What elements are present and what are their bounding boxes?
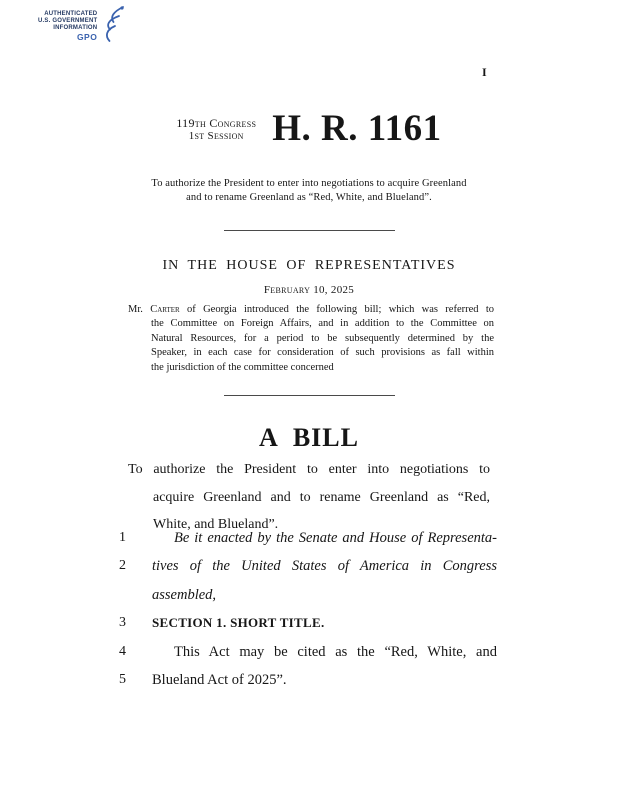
sponsor-prefix: Mr. [128, 304, 151, 315]
official-title-line-2: and to rename Greenland as “Red, White, and Blueland”. [186, 192, 432, 203]
bill-body-line [100, 609, 497, 637]
congress-session-block [176, 117, 256, 142]
line-number: 4 [119, 643, 126, 659]
bill-number: H. R. 1161 [272, 108, 442, 149]
sponsor-line-2: the Committee on Foreign Affairs, and in addition to the Committee on [151, 318, 494, 330]
sponsor-line-3: Natural Resources, for a period to be subsequently determined by the [151, 332, 494, 344]
bill-body-line [100, 638, 497, 666]
sponsor-line-5: the jurisdiction of the committee concerned [151, 361, 334, 373]
bill-body [100, 524, 497, 694]
bill-body-line [100, 524, 497, 552]
gpo-auth-line-3: INFORMATION [53, 25, 98, 31]
section-text-line-1: This Act may be cited as the “Red, White, and [174, 643, 497, 660]
bill-heading: A BILL [259, 423, 359, 452]
long-title-line-1: To authorize the President to enter into negotiations to [128, 462, 490, 477]
divider-rule-bottom [224, 395, 395, 396]
action-date: February 10, 2025 [263, 284, 355, 296]
divider-rule-top [224, 230, 395, 231]
sponsor-line-1-rest: of Georgia introduced the following bill; which was referred to [179, 304, 494, 315]
sponsor-statement [128, 303, 494, 375]
official-title [0, 177, 618, 205]
gpo-auth-line-2: U.S. GOVERNMENT [38, 18, 98, 24]
bill-header [0, 110, 618, 148]
line-number: 3 [119, 615, 126, 631]
gpo-auth-line-1: AUTHENTICATED [44, 11, 98, 17]
line-number: 2 [119, 558, 126, 574]
bill-body-line [100, 666, 497, 694]
section-text-line-2: Blueland Act of 2025”. [152, 672, 287, 689]
official-title-line-1: To authorize the President to enter into negotiations to acquire Greenland [151, 178, 467, 189]
section-heading: SECTION 1. SHORT TITLE. [152, 615, 325, 631]
session-label: 1st Session [188, 129, 244, 142]
sponsor-line-1 [128, 303, 494, 317]
gpo-authentication-text [38, 5, 97, 41]
long-title-line-3: White, and Blueland”. [153, 517, 279, 532]
page-number: I [482, 65, 487, 79]
line-number: 5 [119, 672, 126, 688]
gpo-eagle-icon [98, 5, 125, 45]
chamber-heading: IN THE HOUSE OF REPRESENTATIVES [162, 258, 456, 273]
enacting-clause-line-1: Be it enacted by the Senate and House of Representa- [174, 530, 497, 546]
gpo-authentication-seal [38, 5, 125, 45]
enacting-clause-line-2: tives of the United States of America in Congress assembled, [152, 558, 497, 603]
long-title-line-2: acquire Greenland and to rename Greenland as “Red, [153, 489, 490, 505]
sponsor-line-4: Speaker, in each case for consideration of such provisions as fall within [151, 347, 494, 359]
line-number: 1 [119, 530, 126, 545]
gpo-agency-label: GPO [76, 32, 98, 42]
congress-label: 119th Congress [176, 115, 257, 130]
sponsor-name: Carter [150, 304, 180, 315]
bill-body-line [100, 552, 497, 609]
